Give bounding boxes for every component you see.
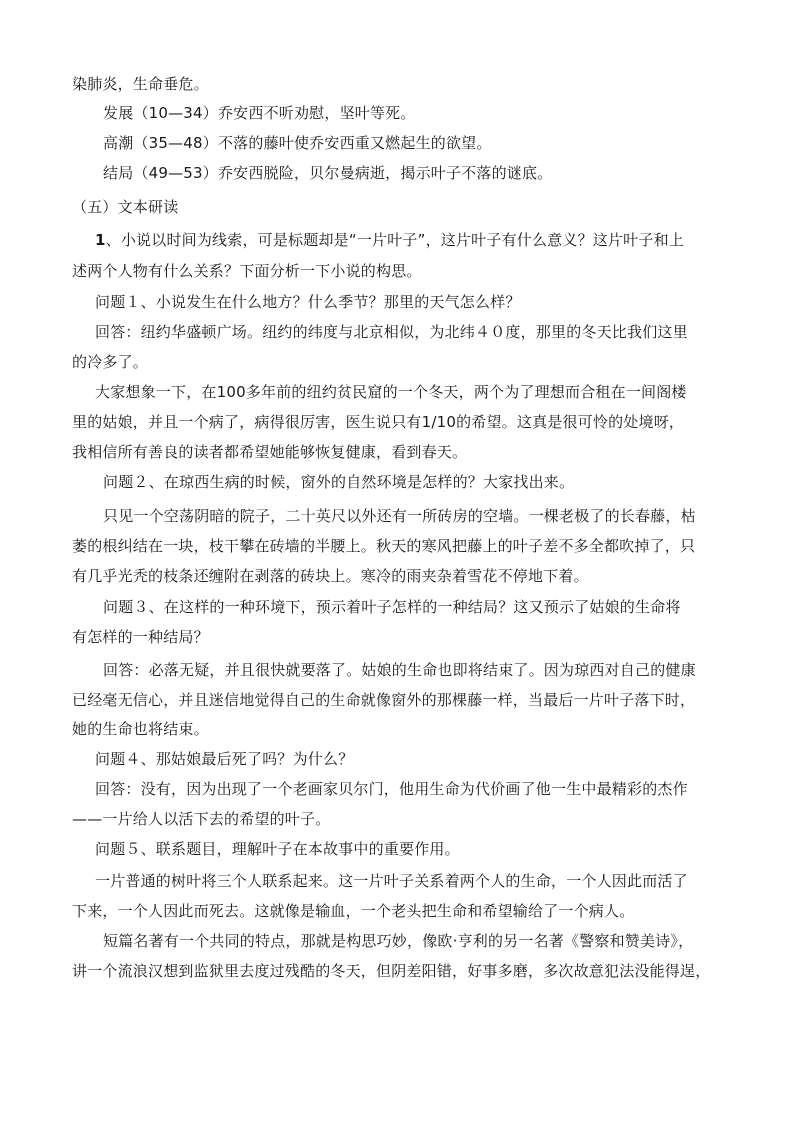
text-line: 她的生命也将结束。 xyxy=(72,720,209,738)
text-line: 大家想象一下，在100多年前的纽约贫民窟的一个冬天，两个为了理想而合租在一间阁楼 xyxy=(95,383,687,401)
question-line: 问题３、在这样的一种环境下，预示着叶子怎样的一种结局？这又预示了姑娘的生命将 xyxy=(103,598,681,616)
answer-line: 回答：纽约华盛顿广场。纽约的纬度与北京相似，为北纬４０度，那里的冬天比我们这里 xyxy=(95,323,688,341)
text-line: 一片普通的树叶将三个人联系起来。这一片叶子关系着两个人的生命，一个人因此而活了 xyxy=(95,872,688,890)
text-line: 萎的根纠结在一块，枝干攀在砖墙的半腰上。秋天的寒风把藤上的叶子差不多全都吹掉了，只 xyxy=(72,537,696,555)
text-line: 高潮（35—48）不落的藤叶使乔安西重又燃起生的欲望。 xyxy=(103,134,492,152)
text-line: 述两个人物有什么关系？下面分析一下小说的构思。 xyxy=(72,262,422,280)
text-line: 有怎样的一种结局？ xyxy=(72,628,209,646)
text-line: 的冷多了。 xyxy=(72,353,149,371)
text-line: 讲一个流浪汉想到监狱里去度过残酷的冬天，但阴差阳错，好事多磨，多次故意犯法没能得逞， xyxy=(72,962,711,980)
section-heading: （五）文本研读 xyxy=(72,198,179,216)
question-line: 问题５、联系题目，理解叶子在本故事中的重要作用。 xyxy=(95,840,460,858)
text-line: 结局（49—53）乔安西脱险，贝尔曼病逝，揭示叶子不落的谜底。 xyxy=(103,164,553,182)
text-line: 我相信所有善良的读者都希望她能够恢复健康，看到春天。 xyxy=(72,443,468,461)
text-line: 已经毫无信心，并且迷信地觉得自己的生命就像窗外的那棵藤一样，当最后一片叶子落下时， xyxy=(72,691,696,709)
question-line: 问题２、在琼西生病的时候，窗外的自然环境是怎样的？大家找出来。 xyxy=(103,473,575,491)
text-line: 有几乎光秃的枝条还缠附在剥落的砖块上。寒冷的雨夹杂着雪花不停地下着。 xyxy=(72,567,589,585)
question-line: 问题４、那姑娘最后死了吗？为什么？ xyxy=(95,750,354,768)
text-line: 短篇名著有一个共同的特点，那就是构思巧妙，像欧·亨利的另一名著《警察和赞美诗》， xyxy=(103,932,694,950)
text-line: 下来，一个人因此而死去。这就像是输血，一个老头把生命和希望输给了一个病人。 xyxy=(72,902,635,920)
text-line xyxy=(95,230,684,250)
answer-line: 回答：必落无疑，并且很快就要落了。姑娘的生命也即将结束了。因为琼西对自己的健康 xyxy=(103,661,696,679)
text-line: ——一片给人以活下去的希望的叶子。 xyxy=(72,810,331,828)
item-number: 1 xyxy=(95,231,106,249)
text-line: 发展（10—34）乔安西不听劝慰，坚叶等死。 xyxy=(103,104,416,122)
answer-line: 回答：没有，因为出现了一个老画家贝尔门，他用生命为代价画了他一生中最精彩的杰作 xyxy=(95,780,688,798)
text-line: 只见一个空荡阴暗的院子，二十英尺以外还有一所砖房的空墙。一棵老极了的长春藤，枯 xyxy=(103,507,696,525)
text-line: 染肺炎，生命垂危。 xyxy=(72,75,209,93)
question-line: 问题１、小说发生在什么地方？什么季节？那里的天气怎么样？ xyxy=(95,293,521,311)
item-text: 、小说以时间为线索，可是标题却是“一片叶子”，这片叶子有什么意义？这片叶子和上 xyxy=(105,231,684,249)
text-line: 里的姑娘，并且一个病了，病得很厉害，医生说只有1/10的希望。这真是很可怜的处境呀， xyxy=(72,413,685,431)
